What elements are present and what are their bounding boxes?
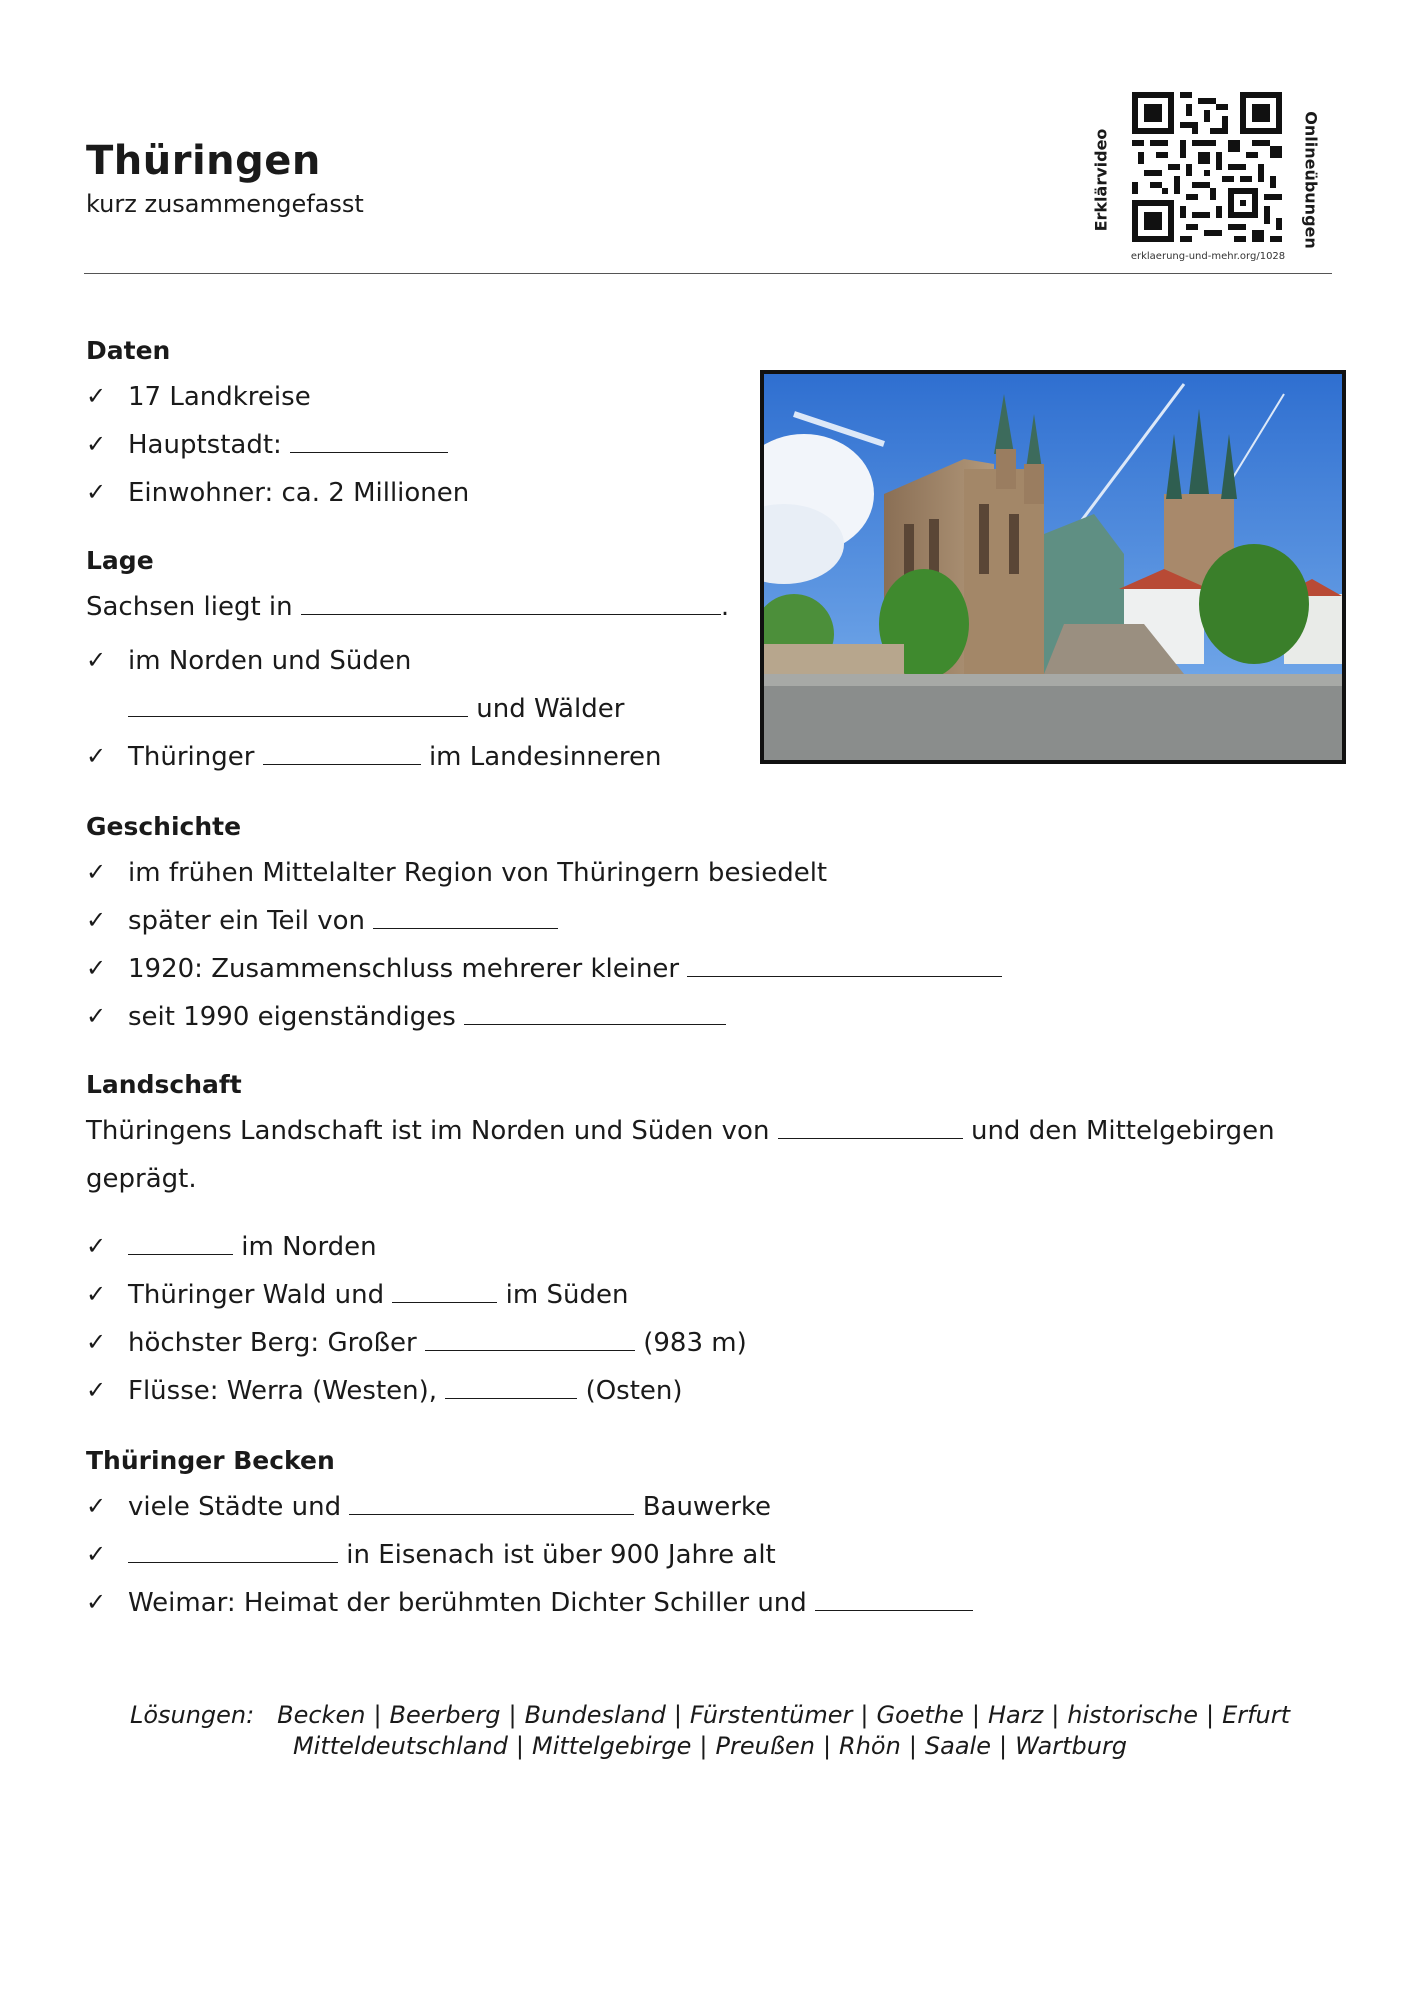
lage-continuation: und Wälder — [128, 694, 624, 724]
blank-field[interactable] — [128, 1561, 338, 1563]
solution-word: Saale — [924, 1732, 991, 1760]
section-heading-daten: Daten — [86, 336, 171, 365]
header-divider — [84, 273, 1332, 274]
solutions-box: Lösungen: Becken | Beerberg | Bundesland | Fürstentümer | Goethe | Harz | historische | Erfurt Mitteldeutschland | Mittelgebirge | Preußen | Rhön | Saale | Wartburg — [129, 1701, 1291, 1760]
solution-word: historische — [1067, 1701, 1198, 1729]
checkmark-icon: ✓ — [86, 1280, 107, 1308]
checkmark-icon: ✓ — [86, 1376, 107, 1404]
solution-word: Mittelgebirge — [532, 1732, 692, 1760]
blank-field[interactable] — [464, 1023, 726, 1025]
solution-word: Harz — [987, 1701, 1044, 1729]
blank-field[interactable] — [687, 975, 1002, 977]
checkmark-icon: ✓ — [86, 478, 107, 506]
blank-field[interactable] — [425, 1349, 635, 1351]
blank-field[interactable] — [445, 1397, 577, 1399]
page-title: Thüringen — [86, 138, 321, 184]
solution-word: Becken — [277, 1701, 366, 1729]
solution-word: Goethe — [876, 1701, 964, 1729]
solution-word: Wartburg — [1015, 1732, 1128, 1760]
checkmark-icon: ✓ — [86, 1492, 107, 1520]
blank-field[interactable] — [349, 1513, 634, 1515]
exercises-label[interactable]: Onlineübungen — [1301, 111, 1321, 249]
qr-url[interactable]: erklaerung-und-mehr.org/1028 — [1130, 251, 1286, 262]
checkmark-icon: ✓ — [86, 742, 107, 770]
blank-field[interactable] — [301, 613, 721, 615]
checkmark-icon: ✓ — [86, 1588, 107, 1616]
solution-word: Beerberg — [389, 1701, 501, 1729]
checkmark-icon: ✓ — [86, 858, 107, 886]
solution-word: Rhön — [839, 1732, 901, 1760]
blank-field[interactable] — [392, 1301, 497, 1303]
video-label[interactable]: Erklärvideo — [1091, 128, 1111, 232]
checkmark-icon: ✓ — [86, 382, 107, 410]
blank-field[interactable] — [373, 927, 558, 929]
checkmark-icon: ✓ — [86, 954, 107, 982]
blank-field[interactable] — [778, 1137, 963, 1139]
landschaft-intro: Thüringens Landschaft ist im Norden und Süden von und den Mittelgebirgen — [86, 1116, 1275, 1146]
solution-word: Fürstentümer — [689, 1701, 853, 1729]
solution-word: Erfurt — [1222, 1701, 1291, 1729]
solution-word: Preußen — [715, 1732, 815, 1760]
checkmark-icon: ✓ — [86, 646, 107, 674]
checkmark-icon: ✓ — [86, 1002, 107, 1030]
section-heading-becken: Thüringer Becken — [86, 1446, 335, 1475]
checkmark-icon: ✓ — [86, 430, 107, 458]
solution-word: Bundesland — [524, 1701, 666, 1729]
lage-intro: Sachsen liegt in . — [86, 592, 730, 622]
section-heading-landschaft: Landschaft — [86, 1070, 242, 1099]
blank-field[interactable] — [128, 715, 468, 717]
blank-field[interactable] — [128, 1253, 233, 1255]
landschaft-intro-end: geprägt. — [86, 1164, 197, 1194]
solution-word: Mitteldeutschland — [292, 1732, 508, 1760]
cathedral-photo — [760, 370, 1346, 764]
solutions-label: Lösungen: — [129, 1701, 255, 1729]
blank-field[interactable] — [815, 1609, 973, 1611]
section-heading-lage: Lage — [86, 546, 154, 575]
checkmark-icon: ✓ — [86, 1232, 107, 1260]
qr-code[interactable] — [1132, 92, 1282, 242]
page-subtitle: kurz zusammengefasst — [86, 190, 364, 218]
checkmark-icon: ✓ — [86, 906, 107, 934]
section-heading-geschichte: Geschichte — [86, 812, 242, 841]
blank-field[interactable] — [263, 763, 421, 765]
blank-field[interactable] — [290, 451, 448, 453]
checkmark-icon: ✓ — [86, 1328, 107, 1356]
checkmark-icon: ✓ — [86, 1540, 107, 1568]
